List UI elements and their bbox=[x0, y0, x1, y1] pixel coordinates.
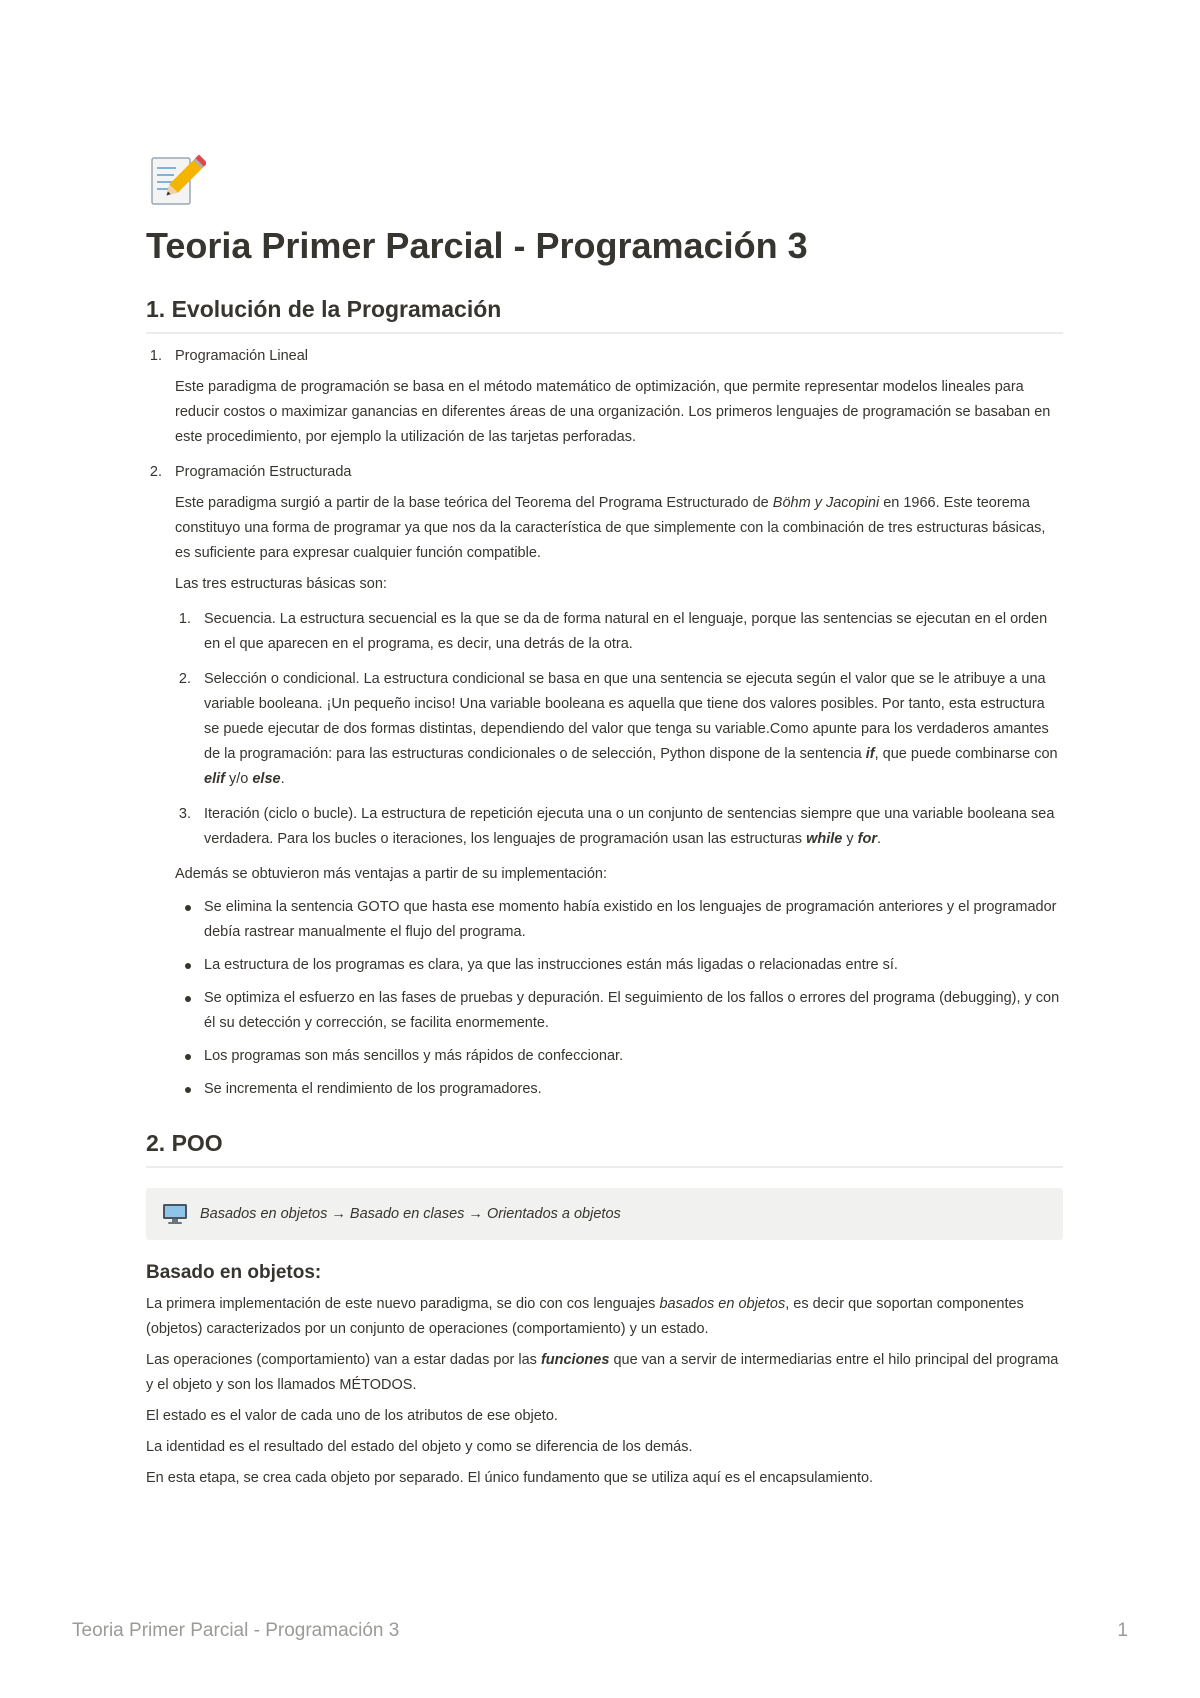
text-run: Las operaciones (comportamiento) van a estar dadas por las bbox=[146, 1352, 541, 1368]
bullet-text: La estructura de los programas es clara, ya que las instrucciones están más ligadas o relacionadas entre sí. bbox=[204, 957, 898, 973]
list-item-title: Programación Estructurada bbox=[175, 464, 352, 480]
section-heading-poo: 2. POO bbox=[146, 1128, 1063, 1168]
text-run: , es decir que soportan componentes (objetos) caracterizados por un conjunto de operaciones (comportamiento) y un estado. bbox=[146, 1296, 1024, 1337]
keyword: if bbox=[865, 746, 875, 762]
list-item bbox=[146, 460, 1063, 1102]
text-run: La primera implementación de este nuevo paradigma, se dio con cos lenguajes bbox=[146, 1296, 660, 1312]
text-run: en 1966. Este teorema constituyo una forma de programar ya que nos da la característica de que simplemente con la combinación de tres estructuras básicas, es suficiente para expresar cualquier función compatible. bbox=[175, 495, 1046, 561]
bullet-text: Los programas son más sencillos y más rápidos de confeccionar. bbox=[204, 1048, 624, 1064]
text-run-italic: funciones bbox=[540, 1352, 610, 1368]
text-run: La estructura secuencial es la que se da de forma natural en el lenguaje, porque las sentencias se ejecutan en el orden en el que aparecen en el programa, es decir, una detrás de la otra. bbox=[204, 611, 1048, 652]
text-run: La estructura condicional se basa en que una sentencia se ejecuta según el valor que se le atribuye a una variable booleana. ¡Un pequeño inciso! Una variable booleana es aquella que tiene dos valores posibles. Por tanto, esta estructura se puede ejecutar de dos formas distintas, dependiendo del valor que tenga su variable.Como apunte para los verdaderos amantes de la programación: para las estructuras condicionales o de selección, Python dispone de la sentencia bbox=[204, 671, 1049, 762]
paragraph: Las tres estructuras básicas son: bbox=[175, 576, 387, 592]
structure-title: Iteración (ciclo o bucle). bbox=[204, 806, 358, 822]
list-number: 2. bbox=[178, 671, 191, 687]
computer-monitor-icon bbox=[162, 1203, 188, 1225]
page-title: Teoria Primer Parcial - Programación 3 bbox=[146, 225, 808, 266]
callout bbox=[146, 1188, 1063, 1240]
structure-title: Secuencia. bbox=[204, 611, 276, 627]
structure-title: Selección o condicional. bbox=[204, 671, 360, 687]
bullet-item bbox=[175, 1077, 1063, 1102]
bullet-item bbox=[175, 1044, 1063, 1069]
memo-pencil-icon bbox=[146, 150, 206, 210]
bullet-dot bbox=[185, 1054, 191, 1060]
list-item bbox=[175, 607, 1063, 657]
text-run: La estructura de repetición ejecuta una o un conjunto de sentencias siempre que una variable booleana sea verdadera. Para los bucles o iteraciones, los lenguajes de programación usan las estructuras bbox=[204, 806, 1055, 847]
list-item bbox=[175, 667, 1063, 792]
list-item bbox=[146, 344, 1063, 450]
list-item bbox=[175, 802, 1063, 852]
bullet-item bbox=[175, 895, 1063, 945]
text-run: . bbox=[280, 771, 285, 787]
bullet-dot bbox=[185, 1087, 191, 1093]
text-run-italic: basados en objetos bbox=[659, 1296, 786, 1312]
text-run: , que puede combinarse con bbox=[874, 746, 1058, 762]
text-run: . bbox=[877, 831, 882, 847]
keyword: elif bbox=[204, 771, 225, 787]
paragraph: En esta etapa, se crea cada objeto por separado. El único fundamento que se utiliza aquí es el encapsulamiento. bbox=[146, 1470, 874, 1486]
keyword: for bbox=[857, 831, 878, 847]
bullet-text: Se optimiza el esfuerzo en las fases de pruebas y depuración. El seguimiento de los fallos o errores del programa (debugging), y con él su detección y corrección, se facilita enormemente. bbox=[204, 990, 1060, 1031]
footer-title: Teoria Primer Parcial - Programación 3 bbox=[72, 1620, 400, 1641]
paragraph: La identidad es el resultado del estado del objeto y como se diferencia de los demás. bbox=[146, 1439, 693, 1455]
structures-list bbox=[175, 607, 1063, 852]
list-number: 1. bbox=[178, 611, 191, 627]
text-run: Este paradigma surgió a partir de la base teórica del Teorema del Programa Estructurado de bbox=[175, 495, 773, 511]
callout-text: Basados en objetos → Basado en clases → Orientados a objetos bbox=[200, 1206, 621, 1222]
paragraph bbox=[175, 491, 1063, 566]
paragraph bbox=[146, 1348, 1063, 1398]
paragraph bbox=[146, 1292, 1063, 1342]
page-number: 1 bbox=[1117, 1620, 1128, 1641]
list-number: 2. bbox=[149, 464, 162, 480]
text-run: y/o bbox=[224, 771, 253, 787]
section-heading-evolucion: 1. Evolución de la Programación bbox=[146, 294, 1063, 334]
list-number: 3. bbox=[178, 806, 191, 822]
numbered-list bbox=[146, 344, 1063, 1102]
bullet-text: Se elimina la sentencia GOTO que hasta ese momento había existido en los lenguajes de programación anteriores y el programador debía rastrear manualmente el flujo del programa. bbox=[204, 899, 1057, 940]
paragraph: Este paradigma de programación se basa en el método matemático de optimización, que permite representar modelos lineales para reducir costos o maximizar ganancias en diferentes áreas de una organización. Los primeros lenguajes de programación se basaban en este procedimiento, por ejemplo la utilización de las tarjetas perforadas. bbox=[175, 379, 1051, 445]
paragraph: El estado es el valor de cada uno de los atributos de ese objeto. bbox=[146, 1408, 558, 1424]
keyword: else bbox=[252, 771, 281, 787]
bullet-item bbox=[175, 953, 1063, 978]
bullet-dot bbox=[185, 963, 191, 969]
subheading-basado-en-objetos: Basado en objetos: bbox=[146, 1262, 322, 1283]
bullet-dot bbox=[185, 996, 191, 1002]
keyword: while bbox=[806, 831, 843, 847]
text-run: y bbox=[842, 831, 858, 847]
text-run-italic: Böhm y Jacopini bbox=[772, 495, 880, 511]
document-page bbox=[146, 150, 1063, 1491]
bullet-dot bbox=[185, 905, 191, 911]
text-run: que van a servir de intermediarias entre el hilo principal del programa y el objeto y son los llamados MÉTODOS. bbox=[146, 1352, 1059, 1393]
page-footer bbox=[72, 1620, 1128, 1642]
list-item-title: Programación Lineal bbox=[175, 348, 308, 364]
paragraph: Además se obtuvieron más ventajas a partir de su implementación: bbox=[175, 866, 607, 882]
bullet-item bbox=[175, 986, 1063, 1036]
advantages-list bbox=[175, 895, 1063, 1102]
list-number: 1. bbox=[149, 348, 162, 364]
bullet-text: Se incrementa el rendimiento de los programadores. bbox=[204, 1081, 542, 1097]
